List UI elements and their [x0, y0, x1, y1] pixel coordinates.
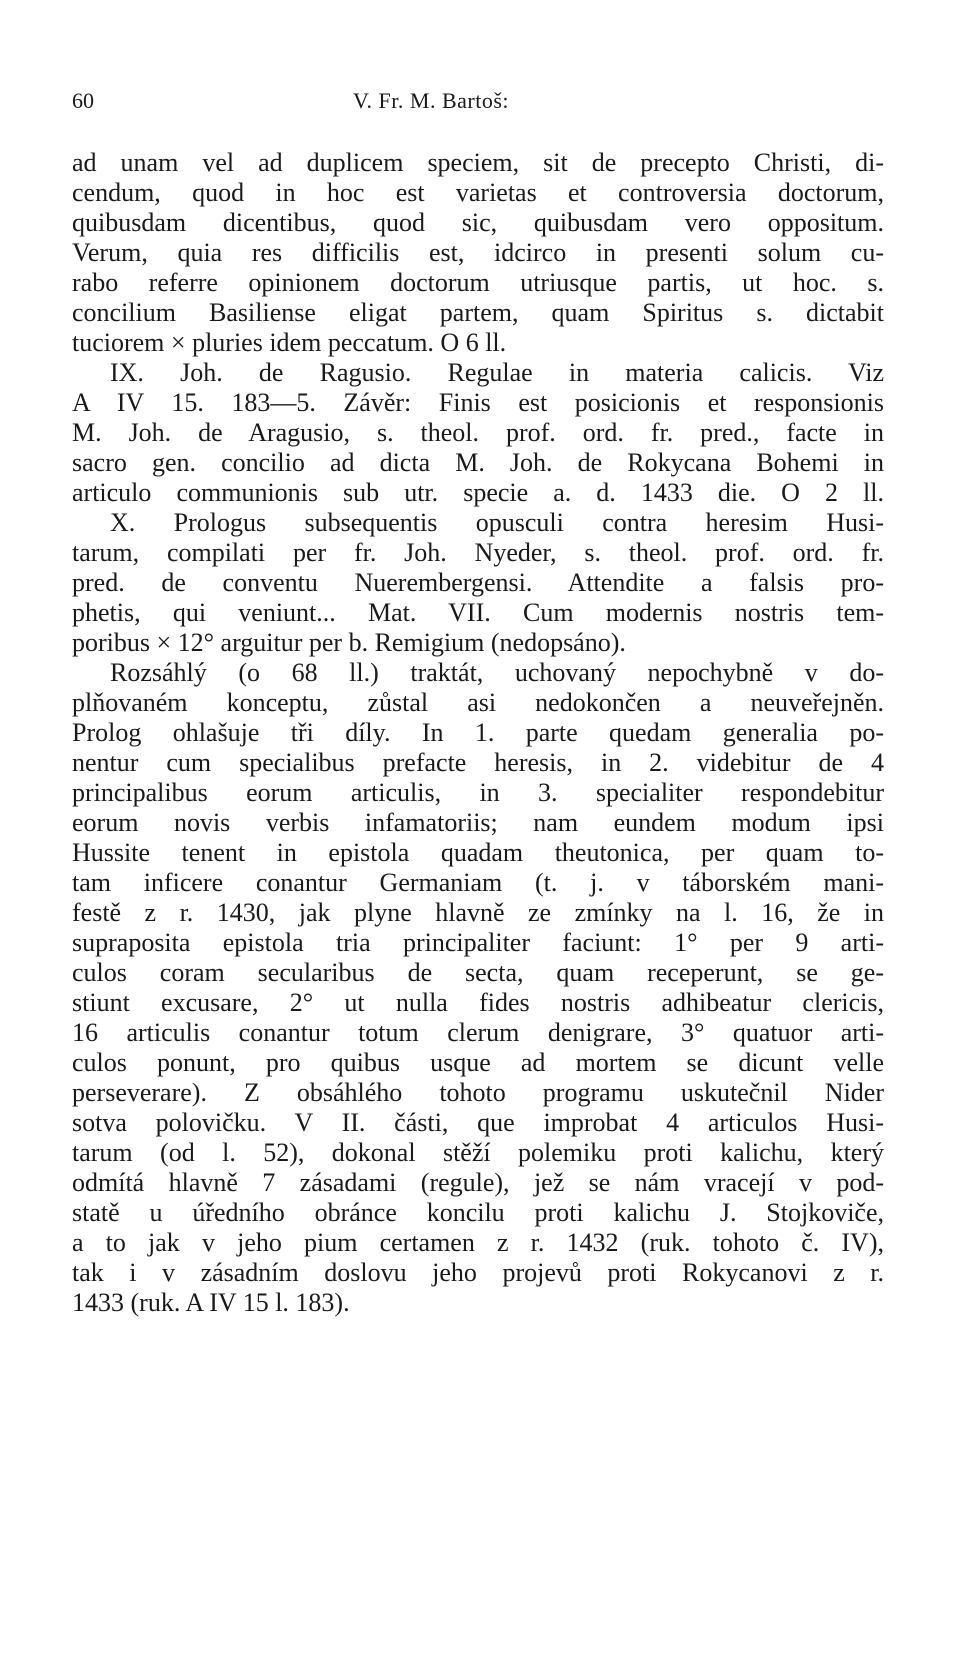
page-number: 60: [72, 88, 94, 113]
text-line: Prolog ohlašuje tři díly. In 1. parte quedam generalia po-: [72, 718, 884, 747]
text-line: poribus × 12° arguitur per b. Remigium (nedopsáno).: [72, 628, 626, 657]
text-line: festě z r. 1430, jak plyne hlavně ze zmínky na l. 16, že in: [72, 898, 884, 927]
text-line: A IV 15. 183—5. Závěr: Finis est posicionis et responsionis: [72, 388, 884, 417]
text-line: tak i v zásadním doslovu jeho projevů proti Rokycanovi z r.: [72, 1258, 884, 1287]
body-text: [72, 148, 884, 1318]
text-line: cendum, quod in hoc est varietas et controversia doctorum,: [72, 178, 884, 207]
text-line: Verum, quia res difficilis est, idcirco in presenti solum cu-: [72, 238, 884, 267]
text-line: tuciorem × pluries idem peccatum. O 6 ll.: [72, 328, 507, 357]
text-line: rabo referre opinionem doctorum utriusque partis, ut hoc. s.: [72, 268, 884, 297]
text-line: supraposita epistola tria principaliter faciunt: 1° per 9 arti-: [72, 928, 884, 957]
text-line: nentur cum specialibus prefacte heresis, in 2. videbitur de 4: [72, 748, 884, 777]
text-line: sotva polovičku. V II. části, que improbat 4 articulos Husi-: [72, 1108, 884, 1137]
text-line: eorum novis verbis infamatoriis; nam eundem modum ipsi: [72, 808, 884, 837]
text-line: ad unam vel ad duplicem speciem, sit de precepto Christi, di-: [72, 148, 884, 177]
text-line: Rozsáhlý (o 68 ll.) traktát, uchovaný nepochybně v do-: [110, 658, 884, 687]
text-line: quibusdam dicentibus, quod sic, quibusdam vero oppositum.: [72, 208, 884, 237]
text-line: articulo communionis sub utr. specie a. d. 1433 die. O 2 ll.: [72, 478, 884, 507]
text-line: phetis, qui veniunt... Mat. VII. Cum modernis nostris tem-: [72, 598, 884, 627]
text-line: IX. Joh. de Ragusio. Regulae in materia calicis. Viz: [110, 358, 884, 387]
text-line: tam inficere conantur Germaniam (t. j. v táborském mani-: [72, 868, 884, 897]
text-line: M. Joh. de Aragusio, s. theol. prof. ord. fr. pred., facte in: [72, 418, 884, 447]
text-line: pred. de conventu Nuerembergensi. Attendite a falsis pro-: [72, 568, 884, 597]
text-line: concilium Basiliense eligat partem, quam Spiritus s. dictabit: [72, 298, 884, 327]
text-line: odmítá hlavně 7 zásadami (regule), jež se nám vracejí v pod-: [72, 1168, 884, 1197]
text-line: X. Prologus subsequentis opusculi contra heresim Husi-: [110, 508, 884, 537]
text-line: culos coram secularibus de secta, quam receperunt, se ge-: [72, 958, 884, 987]
running-head: [72, 88, 872, 118]
text-line: 1433 (ruk. A IV 15 l. 183).: [72, 1288, 350, 1317]
text-line: culos ponunt, pro quibus usque ad mortem se dicunt velle: [72, 1048, 884, 1077]
text-line: principalibus eorum articulis, in 3. specialiter respondebitur: [72, 778, 884, 807]
text-line: sacro gen. concilio ad dicta M. Joh. de Rokycana Bohemi in: [72, 448, 884, 477]
text-line: perseverare). Z obsáhlého tohoto programu uskutečnil Nider: [72, 1078, 884, 1107]
text-line: tarum, compilati per fr. Joh. Nyeder, s. theol. prof. ord. fr.: [72, 538, 884, 567]
text-line: Hussite tenent in epistola quadam theutonica, per quam to-: [72, 838, 884, 867]
text-line: 16 articulis conantur totum clerum denigrare, 3° quatuor arti-: [72, 1018, 884, 1047]
running-head-title: V. Fr. M. Bartoš:: [353, 88, 510, 113]
text-line: stiunt excusare, 2° ut nulla fides nostris adhibeatur clericis,: [72, 988, 884, 1017]
text-line: plňovaném konceptu, zůstal asi nedokončen a neuveřejněn.: [72, 688, 884, 717]
text-line: a to jak v jeho pium certamen z r. 1432 (ruk. tohoto č. IV),: [72, 1228, 884, 1257]
text-line: tarum (od l. 52), dokonal stěží polemiku proti kalichu, který: [72, 1138, 884, 1167]
text-line: statě u úředního obránce koncilu proti kalichu J. Stojkoviče,: [72, 1198, 884, 1227]
